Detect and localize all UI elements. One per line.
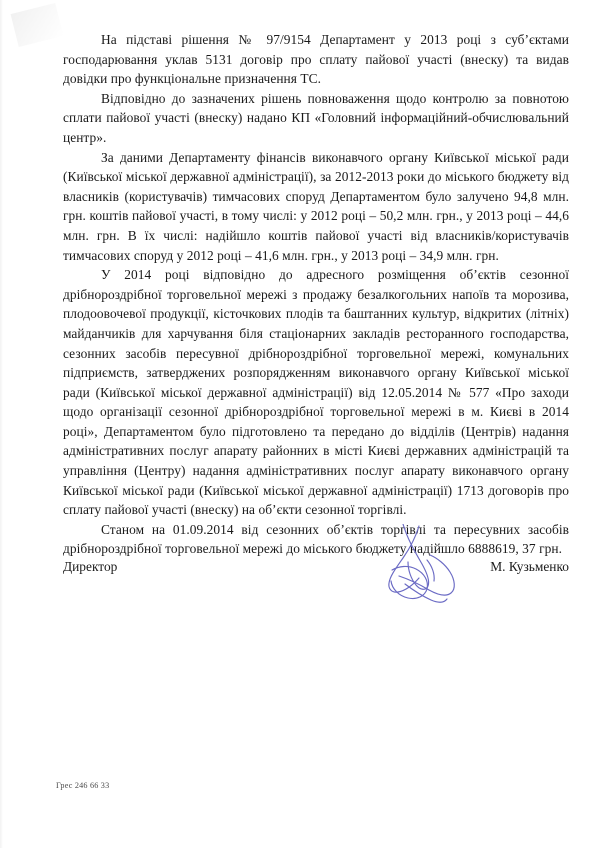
- scan-edge-artifact: [0, 0, 3, 848]
- signatory-name: М. Кузьменко: [490, 559, 569, 574]
- footer-contact-note: Грес 246 66 33: [56, 781, 110, 790]
- scan-smudge-artifact: [11, 3, 64, 47]
- paragraph-1: На підставі рішення № 97/9154 Департамент у 2013 році з суб’єктами господарювання уклав 5131 договір про сплату пайової участі (внеску) та видав довідки про функціональне призначення ТС.: [63, 32, 569, 87]
- paragraph-2: Відповідно до зазначених рішень повноваження щодо контролю за повнотою сплати пайової участі (внеску) надано КП «Головний інформаційний-обчислювальний центр».: [63, 90, 569, 145]
- paragraph-3: За даними Департаменту фінансів виконавчого органу Київської міської ради (Київської міської державної адміністрації), за 2012-2013 роки до міського бюджету від власників (користувачів) тимчасових споруд Департаментом було залучено 94,8 млн. грн. коштів пайової участі, в тому числі: у 2012 році – 50,2 млн. грн., у 2013 році – 44,6 млн. грн. В їх числі: надійшло коштів пайової участі від власників/користувачів тимчасових споруд у 2012 році – 41,6 млн. грн., у 2013 році – 34,9 млн. грн.: [63, 149, 569, 263]
- signature-block: [63, 558, 569, 588]
- signatory-title: Директор: [63, 559, 118, 574]
- paragraph-4: У 2014 році відповідно до адресного розміщення об’єктів сезонної дрібнороздрібної торговельної мережі з продажу безалкогольних напоїв та морозива, плодоовочевої продукції, кісточкових плодів та баштанних культур, відкритих (літніх) майданчиків для харчування біля стаціонарних закладів ресторанного господарства, сезонних засобів пересувної дрібнороздрібної торговельної мережі, комунальних підприємств, затверджених розпорядженням виконавчого органу Київської міської ради (Київської міської державної адміністрації) від 12.05.2014 № 577 «Про заходи щодо організації сезонної дрібнороздрібної торговельної мережі в м. Києві в 2014 році», Департаментом було підготовлено та передано до відділів (Центрів) надання адміністративних послуг апарату районних в місті Києві державних адміністрацій та управління (Центру) надання адміністративних послуг апарату виконавчого органу Київської міської ради (Київської міської державної адміністрації) 1713 договорів про сплату пайової участі (внеску) на об’єкти сезонної торгівлі.: [63, 267, 569, 518]
- paragraph-5: Станом на 01.09.2014 від сезонних об’єктів торгівлі та пересувних засобів дрібнороздрібної торговельної мережі до міського бюджету надійшло 6888619, 37 грн.: [63, 521, 569, 557]
- document-body: [63, 30, 569, 559]
